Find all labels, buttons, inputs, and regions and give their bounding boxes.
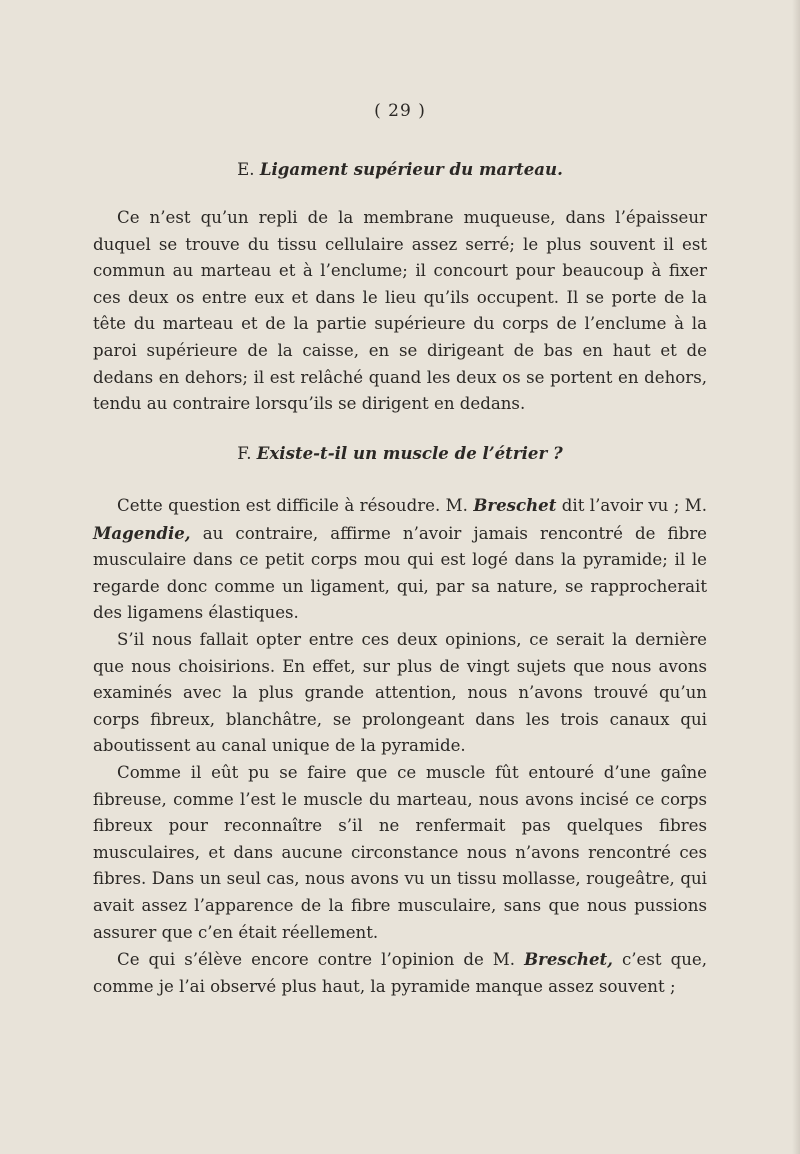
text-run: dit l’avoir vu ; M. xyxy=(556,496,708,515)
text-run: au contraire, affirme n’avoir jamais rencontré de fibre musculaire dans ce petit corps mou qui est logé dans la pyramide; il le regarde donc comme un ligament, qui, par sa nature, se rapprocherait des ligamens élastiques. xyxy=(93,523,707,623)
section-heading-f xyxy=(0,440,800,468)
paragraph xyxy=(93,492,707,627)
paragraph: Comme il eût pu se faire que ce muscle fût entouré d’une gaîne fibreuse, comme l’est le muscle du marteau, nous avons incisé ce corps fibreux pour reconnaître s’il ne renfermait pas quelques fibres musculaires, et dans aucune circonstance nous n’avons rencontré ces fibres. Dans un seul cas, nous avons vu un tissu mollasse, rougeâtre, qui avait assez l’apparence de la fibre musculaire, sans que nous pussions assurer que c’en était réellement. xyxy=(93,762,707,942)
section-e-body xyxy=(93,205,707,418)
section-title: Existe-t-il un muscle de l’étrier ? xyxy=(256,443,563,463)
text-run: Cette question est difficile à résoudre. M. xyxy=(117,496,474,515)
paragraph: Ce n’est qu’un repli de la membrane muqueuse, dans l’épaisseur duquel se trouve du tissu cellulaire assez serré; le plus souvent il est commun au marteau et à l’enclume; il concourt pour beaucoup à fixer ces deux os entre eux et dans le lieu qu’ils occupent. Il se porte de la tête du marteau et de la partie supérieure du corps de l’enclume à la paroi supérieure de la caisse, en se dirigeant de bas en haut et de dedans en dehors; il est relâché quand les deux os se portent en dehors, tendu au contraire lorsqu’ils se dirigent en dedans. xyxy=(93,208,707,414)
author-name: Breschet xyxy=(473,495,557,515)
author-name: Magendie, xyxy=(93,522,191,543)
paragraph xyxy=(93,946,707,1000)
section-f-body xyxy=(93,492,707,1000)
page-number: ( 29 ) xyxy=(374,101,426,121)
section-heading-e xyxy=(0,156,800,184)
section-letter: F. xyxy=(237,444,252,463)
author-name: Breschet, xyxy=(524,949,613,970)
section-letter: E. xyxy=(237,160,255,179)
section-title: Ligament supérieur du marteau. xyxy=(259,159,563,179)
text-run: Ce qui s’élève encore contre l’opinion de M. xyxy=(117,950,525,970)
text-run: c’est que, comme je l’ai observé plus haut, la pyramide manque assez souvent ; xyxy=(93,950,707,996)
paragraph: S’il nous fallait opter entre ces deux opinions, ce serait la dernière que nous choisirions. En effet, sur plus de vingt sujets que nous avons examinés avec la plus grande attention, nous n’avons trouvé qu’un corps fibreux, blanchâtre, se prolongeant dans les trois canaux qui aboutissent au canal unique de la pyramide. xyxy=(93,629,707,756)
